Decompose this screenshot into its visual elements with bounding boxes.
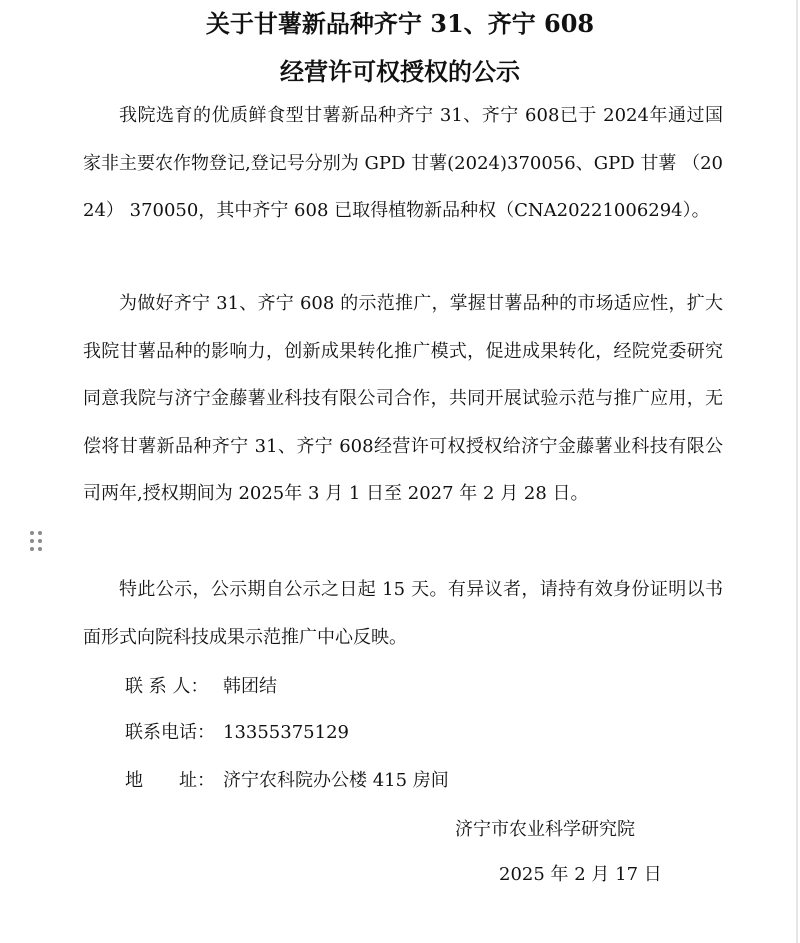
contact-person-value: 韩团结 (223, 676, 277, 697)
contact-phone-row (125, 720, 349, 746)
page-edge-divider (796, 0, 798, 943)
signature-organization: 济宁市农业科学研究院 (455, 819, 635, 840)
contact-address-label: 地 址： (125, 770, 215, 791)
contact-person-row (125, 674, 277, 700)
paragraph-authorization: 为做好齐宁 31、齐宁 608 的示范推广，掌握甘薯品种的市场适应性，扩大我院甘薯品种的影响力，创新成果转化推广模式，促进成果转化，经院党委研究同意我院与济宁金藤薯业科技有限公司合作，共同开展试验示范与推广应用，无偿将甘薯新品种齐宁 31、齐宁 608经营许可权授权给济宁金藤薯业科技有限公司两年,授权期间为 2025年 3 月 1 日至 2027 年 2 月 28 日。 (83, 293, 723, 505)
contact-phone-label: 联系电话： (125, 722, 215, 743)
document-title-line-2: 经营许可权授权的公示 (280, 57, 520, 86)
contact-phone-value: 13355375129 (223, 722, 349, 743)
signature-date: 2025 年 2 月 17 日 (499, 864, 662, 885)
contact-person-label: 联 系 人： (125, 676, 209, 697)
contact-address-value: 济宁农科院办公楼 415 房间 (223, 770, 449, 791)
paragraph-registration: 我院选育的优质鲜食型甘薯新品种齐宁 31、齐宁 608已于 2024年通过国家非主要农作物登记,登记号分别为 GPD 甘薯(2024)370056、GPD 甘薯 （2024） 370050，其中齐宁 608 已取得植物新品种权（CNA20221006294）。 (83, 105, 723, 222)
document-title-line-1: 关于甘薯新品种齐宁 31、齐宁 608 (205, 9, 595, 38)
contact-address-row (125, 768, 449, 794)
drag-handle-icon[interactable] (30, 531, 46, 555)
paragraph-notice-period: 特此公示，公示期自公示之日起 15 天。有异议者，请持有效身份证明以书面形式向院科技成果示范推广中心反映。 (83, 579, 723, 648)
